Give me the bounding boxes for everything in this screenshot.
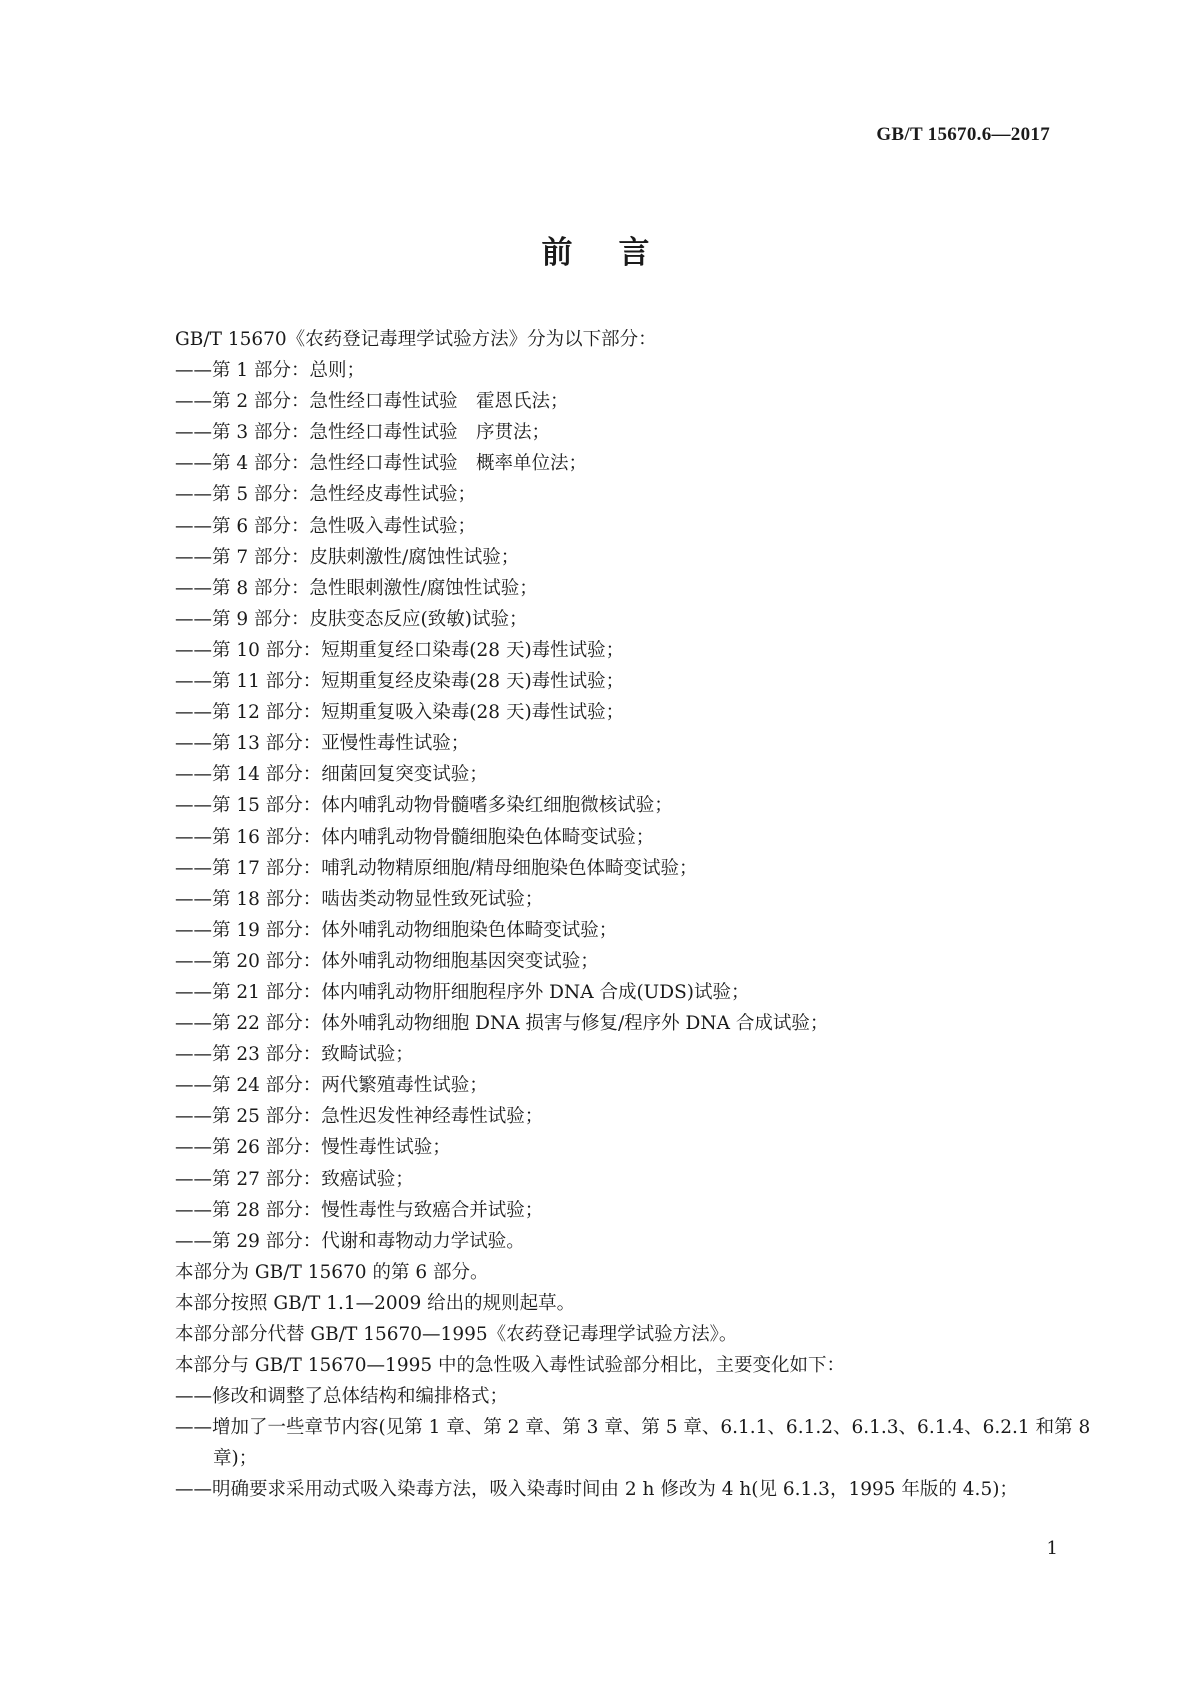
intro-paragraph: GB/T 15670《农药登记毒理学试验方法》分为以下部分：: [175, 329, 657, 350]
parts-list: [175, 355, 1055, 1257]
list-item: ——第 21 部分：体内哺乳动物肝细胞程序外 DNA 合成(UDS)试验；: [175, 981, 750, 1003]
list-item: ——第 1 部分：总则；: [175, 360, 366, 382]
list-item: ——第 10 部分：短期重复经口染毒(28 天)毒性试验；: [175, 639, 625, 661]
list-item: ——第 20 部分：体外哺乳动物细胞基因突变试验；: [175, 950, 599, 972]
list-item: ——第 12 部分：短期重复吸入染毒(28 天)毒性试验；: [175, 702, 625, 724]
list-item: ——第 6 部分：急性吸入毒性试验；: [175, 515, 477, 537]
list-item: ——第 19 部分：体外哺乳动物细胞染色体畸变试验；: [175, 919, 618, 941]
page-title: 前言: [541, 235, 696, 271]
list-item: ——第 7 部分：皮肤刺激性/腐蚀性试验；: [175, 546, 520, 568]
statements: [175, 1257, 1055, 1381]
list-item: ——第 24 部分：两代繁殖毒性试验；: [175, 1075, 488, 1097]
list-item: ——第 25 部分：急性迟发性神经毒性试验；: [175, 1106, 544, 1128]
list-item: ——第 5 部分：急性经皮毒性试验；: [175, 484, 477, 506]
list-item: ——第 18 部分：啮齿类动物显性致死试验；: [175, 888, 544, 910]
statement-paragraph: 本部分与 GB/T 15670—1995 中的急性吸入毒性试验部分相比，主要变化如下：: [175, 1355, 846, 1377]
list-item: ——第 8 部分：急性眼刺激性/腐蚀性试验；: [175, 577, 538, 599]
list-item: ——第 15 部分：体内哺乳动物骨髓嗜多染红细胞微核试验；: [175, 795, 673, 817]
document-body: [175, 324, 1091, 1506]
list-item: ——第 22 部分：体外哺乳动物细胞 DNA 损害与修复/程序外 DNA 合成试验；: [175, 1013, 829, 1035]
statement-paragraph: 本部分部分代替 GB/T 15670—1995《农药登记毒理学试验方法》。: [175, 1324, 738, 1345]
statement-paragraph: 本部分为 GB/T 15670 的第 6 部分。: [175, 1261, 489, 1283]
changes-list: [175, 1381, 1091, 1505]
list-item: ——第 2 部分：急性经口毒性试验 霍恩氏法；: [175, 391, 569, 413]
standard-code: GB/T 15670.6—2017: [876, 124, 1050, 145]
list-item: ——第 16 部分：体内哺乳动物骨髓细胞染色体畸变试验；: [175, 826, 655, 848]
list-item: ——第 11 部分：短期重复经皮染毒(28 天)毒性试验；: [175, 671, 625, 693]
list-item: ——第 27 部分：致癌试验；: [175, 1168, 414, 1190]
list-item: ——第 14 部分：细菌回复突变试验；: [175, 764, 488, 786]
list-item: ——第 29 部分：代谢和毒物动力学试验。: [175, 1230, 525, 1252]
list-item: ——第 13 部分：亚慢性毒性试验；: [175, 733, 470, 755]
list-item: ——第 17 部分：哺乳动物精原细胞/精母细胞染色体畸变试验；: [175, 857, 698, 879]
page-number: 1: [1046, 1538, 1058, 1559]
list-item: ——第 4 部分：急性经口毒性试验 概率单位法；: [175, 453, 588, 475]
list-item: ——第 26 部分：慢性毒性试验；: [175, 1137, 451, 1159]
change-item: ——修改和调整了总体结构和编排格式；: [175, 1386, 509, 1408]
list-item: ——第 23 部分：致畸试验；: [175, 1044, 414, 1066]
change-item: ——增加了一些章节内容(见第 1 章、第 2 章、第 3 章、第 5 章、6.1.1、6.1.2、6.1.3、6.1.4、6.2.1 和第 8: [175, 1417, 1091, 1439]
change-item-continuation: 章)；: [213, 1448, 258, 1470]
statement-paragraph: 本部分按照 GB/T 1.1—2009 给出的规则起草。: [175, 1292, 576, 1314]
list-item: ——第 3 部分：急性经口毒性试验 序贯法；: [175, 422, 551, 444]
list-item: ——第 9 部分：皮肤变态反应(致敏)试验；: [175, 608, 528, 630]
list-item: ——第 28 部分：慢性毒性与致癌合并试验；: [175, 1199, 544, 1221]
change-item: ——明确要求采用动式吸入染毒方法，吸入染毒时间由 2 h 修改为 4 h(见 6.1.3，1995 年版的 4.5)；: [175, 1479, 1018, 1501]
